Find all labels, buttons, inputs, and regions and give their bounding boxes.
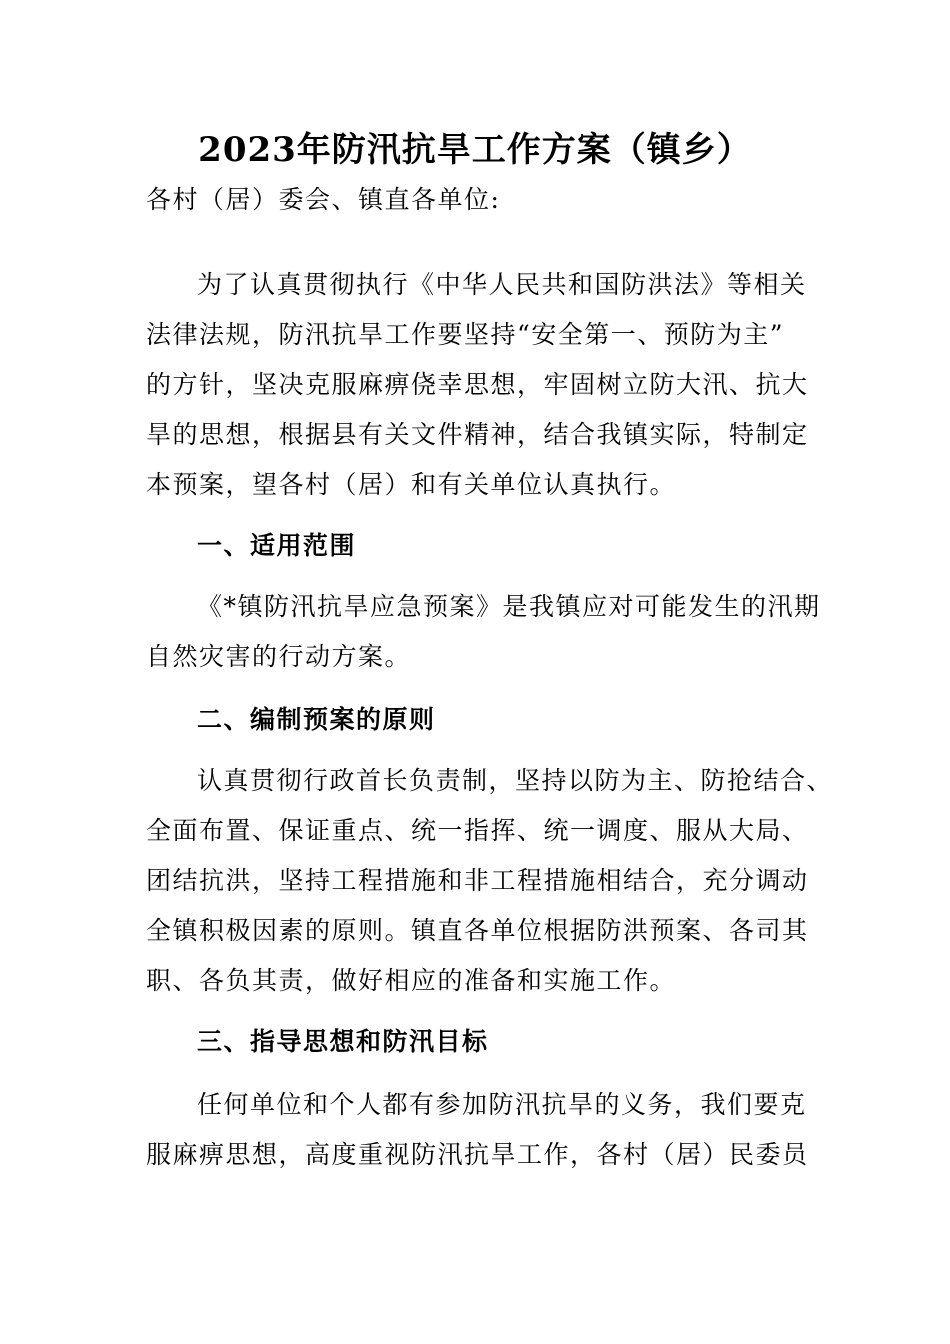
intro-line: 的方针，坚决克服麻痹侥幸思想，牢固树立防大汛、抗大: [146, 370, 809, 399]
intro-line: 本预案，望各村（居）和有关单位认真执行。: [146, 470, 677, 499]
section1-line: 《*镇防汛抗旱应急预案》是我镇应对可能发生的汛期: [197, 592, 821, 621]
salutation: 各村（居）委会、镇直各单位:: [146, 185, 501, 214]
document-title: 2023年防汛抗旱工作方案（镇乡）: [198, 130, 752, 170]
section-heading-guidance: 三、指导思想和防汛目标: [197, 1027, 489, 1056]
section2-line: 全镇积极因素的原则。镇直各单位根据防洪预案、各司其: [146, 916, 809, 945]
section-heading-principles: 二、编制预案的原则: [197, 705, 436, 734]
section3-line: 服麻痹思想，高度重视防汛抗旱工作，各村（居）民委员: [146, 1140, 809, 1169]
intro-line: 法律法规，防汛抗旱工作要坚持“安全第一、预防为主”: [146, 320, 785, 349]
section2-line: 认真贯彻行政首长负责制，坚持以防为主、防抢结合、: [197, 766, 834, 795]
intro-line: 旱的思想，根据县有关文件精神，结合我镇实际，特制定: [146, 420, 809, 449]
section2-line: 全面布置、保证重点、统一指挥、统一调度、服从大局、: [146, 816, 809, 845]
section2-line: 职、各负其责，做好相应的准备和实施工作。: [146, 966, 677, 995]
section1-line: 自然灾害的行动方案。: [146, 642, 412, 671]
section-heading-scope: 一、适用范围: [197, 531, 357, 560]
intro-line: 为了认真贯彻执行《中华人民共和国防洪法》等相关: [197, 270, 807, 299]
section2-line: 团结抗洪，坚持工程措施和非工程措施相结合，充分调动: [146, 866, 809, 895]
section3-line: 任何单位和个人都有参加防汛抗旱的义务，我们要克: [197, 1090, 807, 1119]
